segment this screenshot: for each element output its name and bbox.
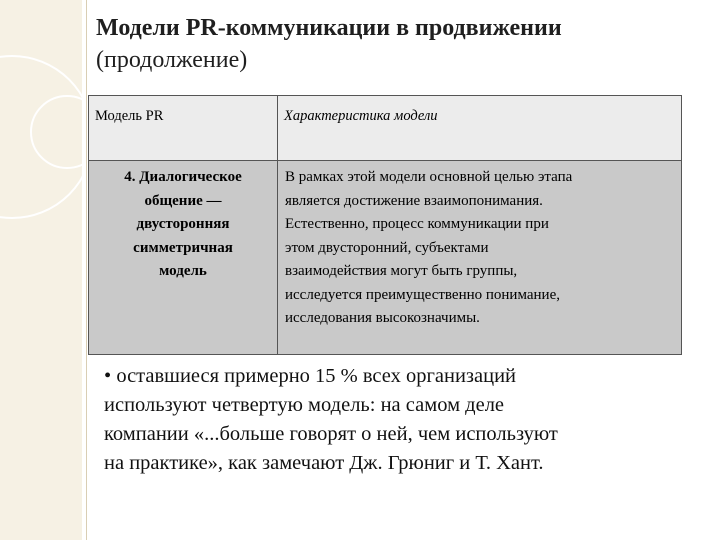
pr-models-table — [88, 95, 682, 355]
header-characteristic: Характеристика модели — [278, 96, 682, 161]
description-line: В рамках этой модели основной целью этапа — [285, 169, 573, 185]
table-row — [89, 161, 682, 355]
bullet-line: компании «...больше говорят о ней, чем используют — [104, 423, 558, 445]
table-header-row — [89, 96, 682, 161]
bullet-paragraph — [104, 362, 664, 478]
model-name-line: общение — — [144, 192, 222, 209]
description-line: взаимодействия могут быть группы, — [285, 263, 518, 279]
bullet-line: на практике», как замечают Дж. Грюниг и Т. Хант. — [104, 452, 544, 474]
description-line: исследуется преимущественно понимание, — [285, 286, 560, 303]
model-name-line: модель — [159, 263, 207, 279]
model-name-line: симметричная — [133, 239, 233, 256]
decorative-side-band — [0, 0, 82, 540]
bullet-line: • оставшиеся примерно 15 % всех организаций — [104, 365, 517, 387]
decorative-divider-line — [86, 0, 87, 540]
slide-title-main: Модели PR-коммуникации в продвижении — [96, 15, 562, 41]
model-description-cell — [278, 161, 682, 355]
slide-title-subtitle: (продолжение) — [96, 47, 248, 73]
model-name-line: двусторонняя — [136, 216, 230, 232]
bullet-icon: • — [104, 365, 112, 387]
slide-title — [96, 12, 696, 76]
description-line: этом двусторонний, субъектами — [285, 239, 489, 256]
model-name-cell — [89, 161, 278, 355]
model-name-line: 4. Диалогическое — [124, 169, 242, 185]
description-line: является достижение взаимопонимания. — [285, 192, 543, 209]
bullet-line: используют четвертую модель: на самом деле — [104, 394, 505, 416]
header-model: Модель PR — [89, 96, 278, 161]
description-line: Естественно, процесс коммуникации при — [285, 216, 549, 232]
description-line: исследования высокозначимы. — [285, 310, 480, 326]
